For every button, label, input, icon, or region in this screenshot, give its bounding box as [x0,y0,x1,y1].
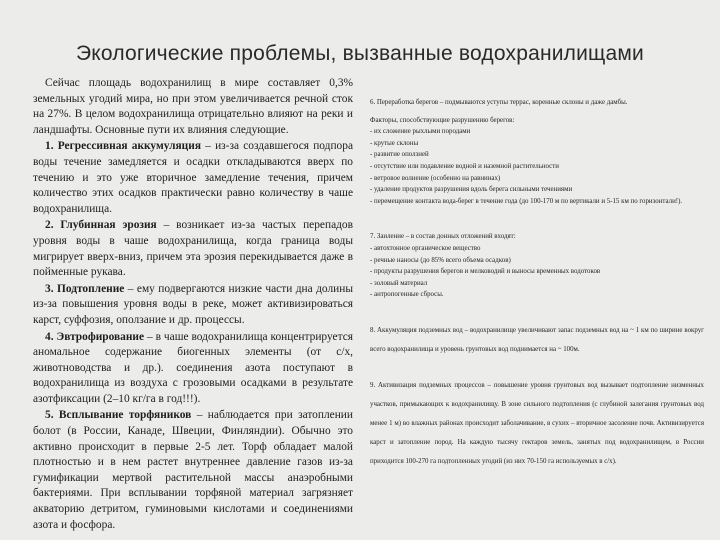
siltation-item: - золовый материал [370,279,428,287]
factor-item: - перемещение контакта вода-берег в течение года (до 100-170 м по вертикали и 5-15 км по горизонтали!). [370,197,683,205]
factor-item: - ветровое волнение (особенно на равнинах) [370,174,501,182]
section-shore-processing [370,97,704,109]
siltation-item: - автохтонное органическое вещество [370,244,481,252]
factor-item: - удаление продуктов разрушения вдоль берега сильными течениями [370,186,573,194]
factor-item: - развитие оползней [370,151,429,159]
item-text: – из-за создавшегося подпора воды течение замедляется и осадки откладываются вверх по течению и это уже вторичное замедление течения, причем количество этих осадков практически равно количеству в чаше водохранилища. [33,140,353,215]
section-heading: 6. Переработка берегов – подмываются уступы террас, коренные склоны и даже дамбы. [370,99,628,106]
factor-item: - крутые склоны [370,139,419,147]
factor-item: - отсутствие или подавление водной и наземной растительности [370,162,559,170]
item-text: – возникает из-за частых перепадов уровня воды в чаше водохранилища, когда граница воды мигрирует вверх-вниз, причем эта эрозия перекидывается даже в пойменные рукава. [33,219,354,279]
siltation-item: - речные наносы (до 85% всего объема осадков) [370,256,511,264]
item-heading: 1. Регрессивная аккумуляция [45,140,201,153]
shore-factors [370,115,704,208]
slide-title: Экологические проблемы, вызванные водохранилищами [75,42,644,65]
siltation-item: - продукты разрушения берегов и мелководий и выносы временных водотоков [370,268,601,276]
item-eutrophication [33,330,353,408]
item-heading: 4. Эвтрофирование [45,330,145,343]
item-heading: 3. Подтопление [45,282,125,295]
left-column [33,76,353,534]
item-peat-floating [33,408,353,533]
section-groundwater-accumulation [370,321,704,360]
item-text: – в чаше водохранилища концентрируется аномальное содержание биогенных элементы (от с/х, животноводства и др.). соединения азота поступают в водохранилища из воздуха с грозовыми осадками в результате азотфиксации (2–10 кг/га в год!!!). [33,330,353,405]
section-paragraph: 9. Активизация подземных процессов – повышение уровня грунтовых вод вызывает подтопление низменных участков, примыкающих к водохранилищу. В зоне сильного подтопления (с глубиной залегания грунтовых вод менее 1 м) во влажных районах происходит заболачивание, в сухих – вторичное засоление почв. Активизируется карст и затопление пород. На каждую тысячу гектаров земель, занятых под водохранилищем, в России приходится 100-270 га подтопленных угодий (из них 70-150 га используемых в с/х). [370,381,704,465]
item-regressive-accumulation [33,139,353,217]
section-paragraph: 8. Аккумуляция подземных вод – водохранилище увеличивают запас подземных вод на ~ 1 км по ширине вокруг всего водохранилища и уровень грунтовых вод поднимается на ~ 100м. [370,326,704,354]
factors-title: Факторы, способствующие разрушению берегов: [370,116,515,124]
item-flooding [33,282,353,329]
siltation-item: - антропогенные сбросы. [370,291,444,299]
section-siltation [370,231,704,301]
item-text: – ему подвергаются низкие части дна долины из-за повышения уровня воды в реке, может активизироваться карст, суффозия, оползание и др. процессы. [33,282,353,326]
item-deep-erosion [33,218,353,280]
item-text: – наблюдается при затоплении болот (в России, Канаде, Швеции, Финляндии). Обычно это активно происходит в первые 2-5 лет. Торф обладает малой плотностью и в нем растет внутреннее давление газов из-за гумификации мертвой растительной массы анаэробными бактериями. При всплывании торфяной материал загрязняет акваторию детритом, гуминовыми кислотами и соединениями азота и фосфора. [33,409,353,531]
item-heading: 5. Всплывание торфяников [45,409,192,422]
section-heading: 7. Заиление – в состав донных отложений входят: [370,233,516,241]
factor-item: - их сложение рыхлыми породами [370,128,471,136]
intro-paragraph: Сейчас площадь водохранилищ в мире составляет 0,3% земельных угодий мира, но при этом увеличивается речной сток на 27%. В целом водохранилища отрицательно влияют на реки и ландшафты. Основные пути их влияния следующие. [33,77,353,136]
item-heading: 2. Глубинная эрозия [45,219,157,232]
section-underground-processes [370,376,704,471]
right-column [370,97,704,471]
